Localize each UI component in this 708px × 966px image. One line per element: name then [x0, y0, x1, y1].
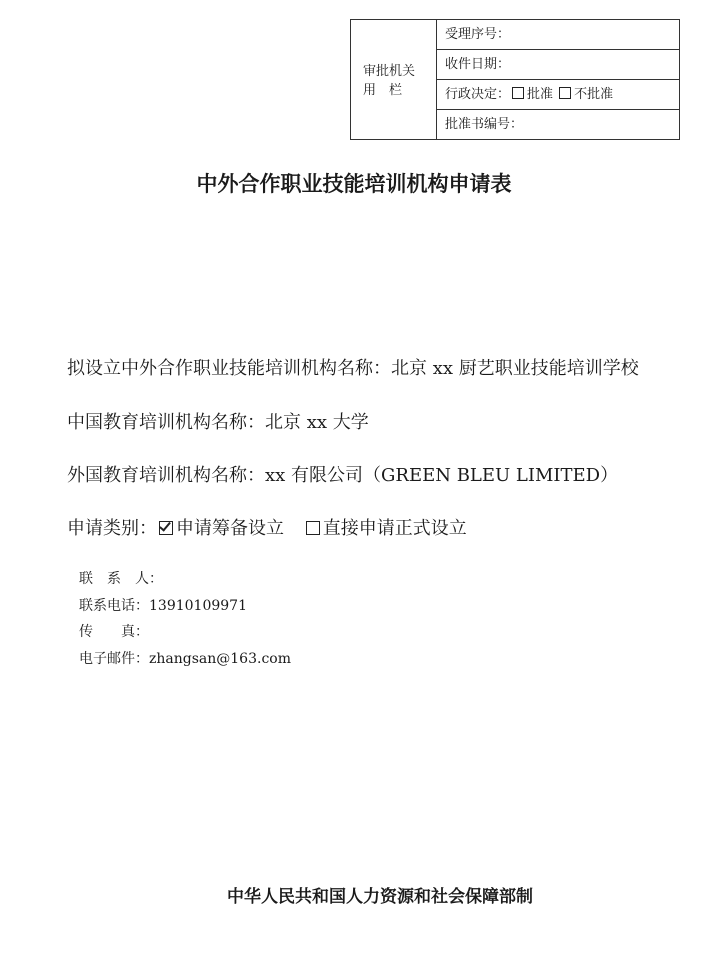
contact-fax-label: 传 真：	[79, 624, 149, 640]
category-option1-checkbox[interactable]	[159, 521, 173, 535]
category-option2-label: 直接申请正式设立	[322, 518, 467, 539]
approval-side-label	[351, 20, 437, 139]
cn-institution-label: 中国教育培训机构名称：	[67, 412, 265, 433]
institution-name-label: 拟设立中外合作职业技能培训机构名称：	[67, 358, 391, 379]
category-option1-label: 申请筹备设立	[176, 518, 284, 539]
reject-checkbox[interactable]	[559, 87, 571, 99]
side-label-line2: 用 栏	[363, 83, 403, 98]
page-title: 中外合作职业技能培训机构申请表	[196, 172, 512, 196]
acceptance-no-row[interactable]	[437, 20, 679, 50]
contact-phone-row	[79, 595, 247, 615]
cn-institution-value[interactable]: 北京 xx 大学	[265, 412, 369, 433]
contact-email-value[interactable]: zhangsan@163.com	[149, 651, 291, 667]
side-label-line1: 审批机关	[363, 64, 416, 79]
contact-fax-row	[79, 621, 149, 641]
approval-no-label: 批准书编号：	[445, 117, 524, 132]
contact-phone-value[interactable]: 13910109971	[149, 598, 247, 614]
decision-row	[437, 80, 679, 110]
foreign-institution-value[interactable]: xx 有限公司（GREEN BLEU LIMITED）	[265, 465, 619, 486]
contact-email-row	[79, 648, 291, 668]
approval-no-row[interactable]	[437, 110, 679, 139]
institution-name-value[interactable]: 北京 xx 厨艺职业技能培训学校	[391, 358, 639, 379]
institution-name-field	[67, 354, 639, 380]
approval-box	[350, 19, 680, 140]
acceptance-no-label: 受理序号：	[445, 27, 511, 42]
category-field	[67, 514, 467, 540]
issuer-footer: 中华人民共和国人力资源和社会保障部制	[227, 887, 533, 907]
decision-label: 行政决定：	[445, 87, 511, 102]
category-label: 申请类别：	[67, 518, 157, 539]
cn-institution-field	[67, 408, 369, 434]
contact-person-label: 联 系 人：	[79, 571, 163, 587]
foreign-institution-field	[67, 461, 618, 487]
receipt-date-label: 收件日期：	[445, 57, 511, 72]
receipt-date-row[interactable]	[437, 50, 679, 80]
approve-option-label: 批准	[527, 87, 554, 102]
contact-phone-label: 联系电话：	[79, 598, 149, 614]
approve-checkbox[interactable]	[512, 87, 524, 99]
contact-person-row	[79, 568, 163, 588]
foreign-institution-label: 外国教育培训机构名称：	[67, 465, 265, 486]
reject-option-label: 不批准	[574, 87, 614, 102]
contact-email-label: 电子邮件：	[79, 651, 149, 667]
category-option2-checkbox[interactable]	[306, 521, 320, 535]
